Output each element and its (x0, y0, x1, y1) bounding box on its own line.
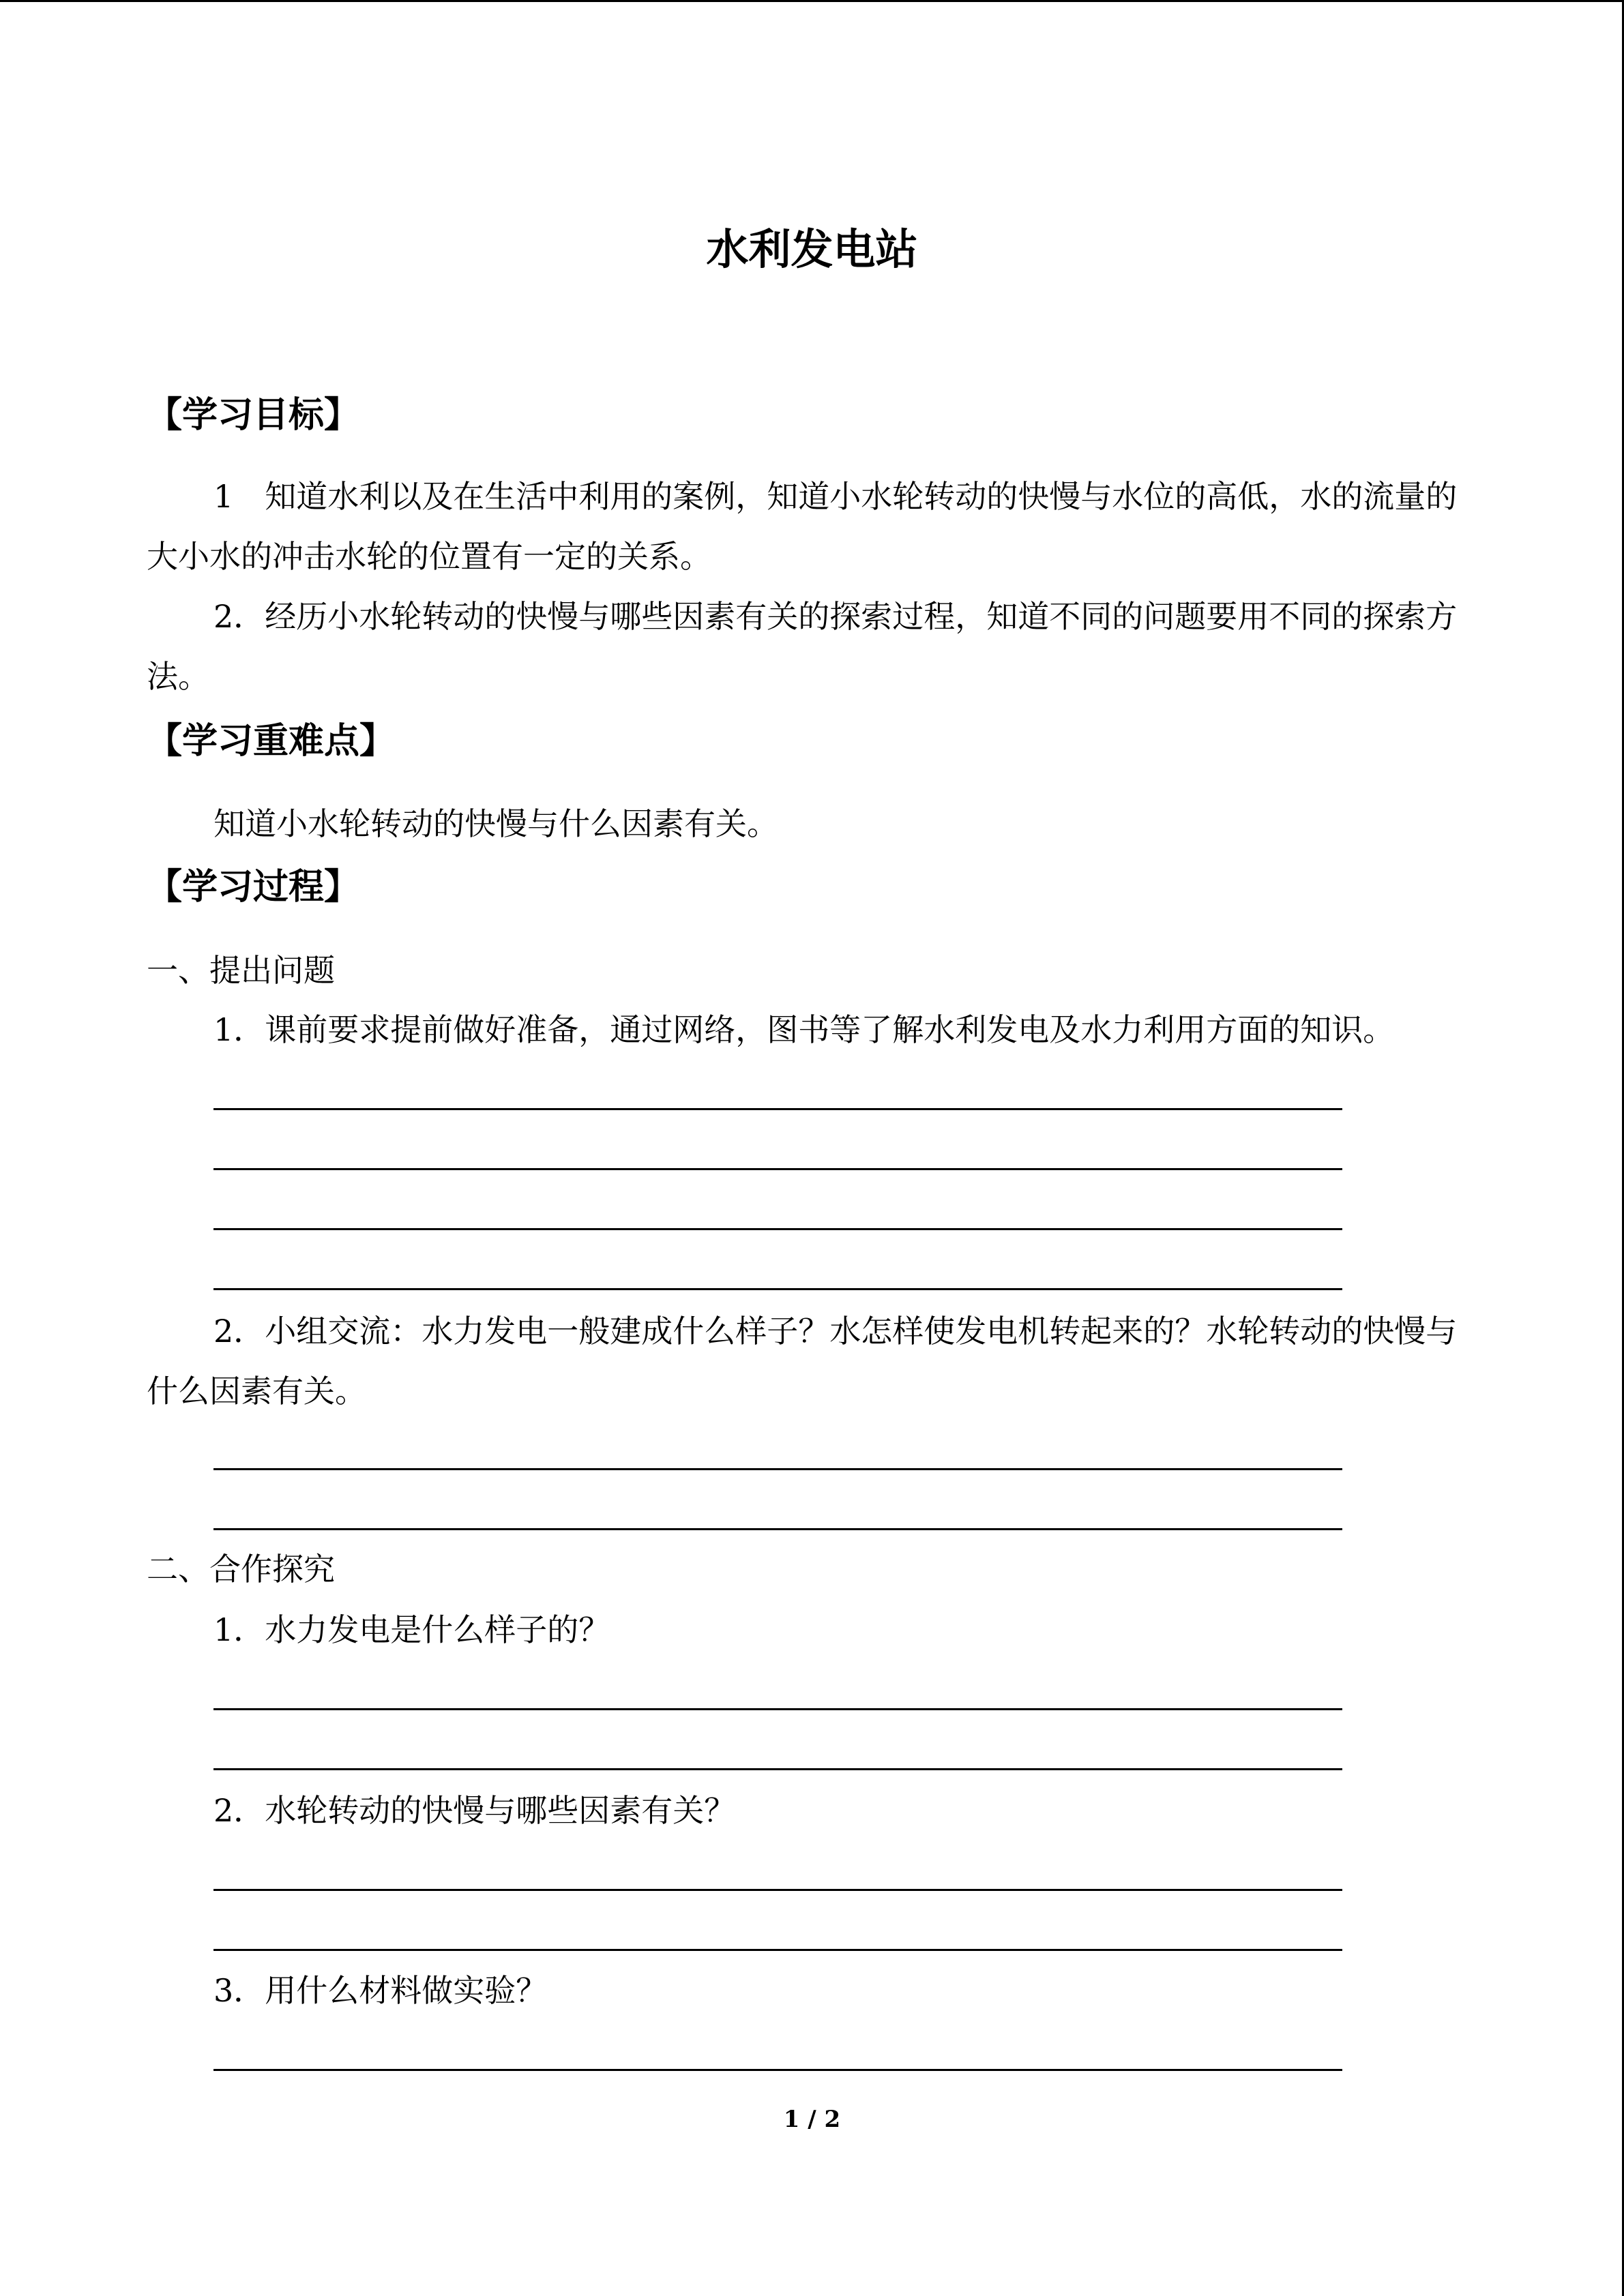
answer-line[interactable] (213, 1108, 1342, 1110)
answer-line[interactable] (213, 1528, 1342, 1530)
part1-title: 一、提出问题 (147, 952, 335, 989)
process-heading: 【学习过程】 (147, 867, 360, 908)
part2-question-1: 1．水力发电是什么样子的？ (213, 1611, 610, 1648)
objective-item-2: 2．经历小水轮转动的快慢与哪些因素有关的探索过程，知道不同的问题要用不同的探索方法。 (147, 598, 1458, 695)
part1-question-1: 1．课前要求提前做好准备，通过网络，图书等了解水利发电及水力利用方面的知识。 (213, 1011, 1395, 1048)
page-title: 水利发电站 (706, 224, 918, 274)
answer-line[interactable] (213, 1468, 1342, 1470)
objectives-heading: 【学习目标】 (147, 395, 360, 436)
part1-question-2: 2．小组交流：水力发电一般建成什么样子？水怎样使发电机转起来的？水轮转动的快慢与什么因素有关。 (147, 1313, 1458, 1410)
key-points-heading: 【学习重难点】 (147, 721, 396, 762)
answer-line[interactable] (213, 1168, 1342, 1170)
answer-line[interactable] (213, 1768, 1342, 1770)
key-points-text: 知道小水轮转动的快慢与什么因素有关。 (213, 805, 778, 842)
answer-line[interactable] (213, 2069, 1342, 2071)
answer-line[interactable] (213, 1228, 1342, 1230)
objective-item-1: 1 知道水利以及在生活中利用的案例，知道小水轮转动的快慢与水位的高低，水的流量的大小水的冲击水轮的位置有一定的关系。 (147, 478, 1458, 575)
answer-line[interactable] (213, 1708, 1342, 1710)
answer-line[interactable] (213, 1288, 1342, 1290)
part2-question-2: 2．水轮转动的快慢与哪些因素有关？ (213, 1792, 736, 1829)
page-number: 1 / 2 (783, 2106, 841, 2133)
part2-question-3: 3．用什么材料做实验？ (213, 1972, 548, 2009)
answer-line[interactable] (213, 1889, 1342, 1891)
part2-title: 二、合作探究 (147, 1551, 335, 1587)
answer-line[interactable] (213, 1949, 1342, 1951)
